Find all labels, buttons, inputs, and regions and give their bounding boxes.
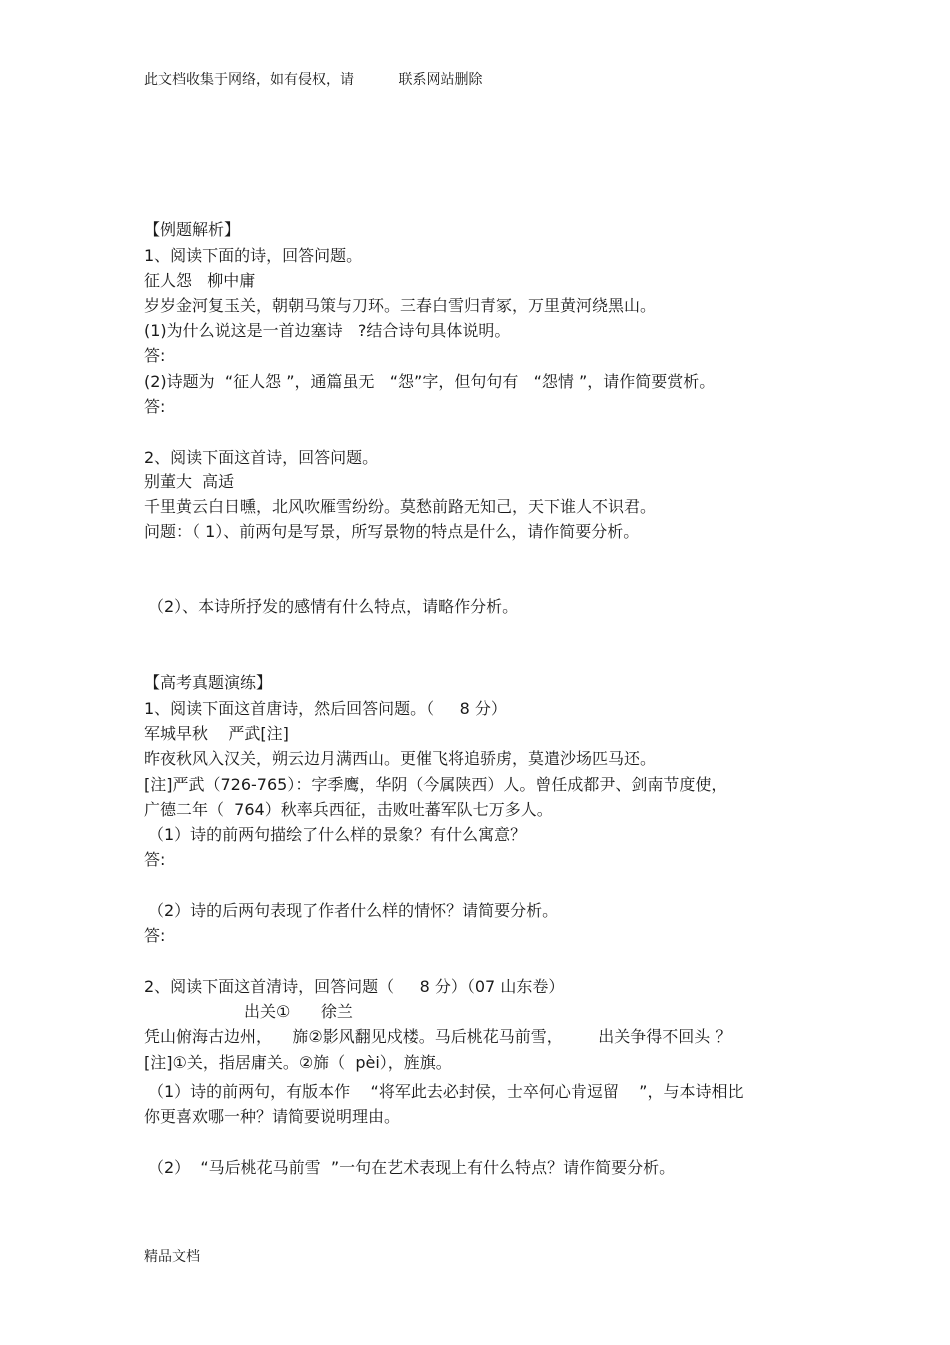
answer-label: 答:: [144, 397, 166, 416]
page-footer: 精品文档: [144, 1249, 200, 1265]
question-prompt: 1、阅读下面的诗，回答问题。: [144, 246, 363, 265]
page-header: 此文档收集于网络，如有侵权，请 联系网站删除: [144, 72, 483, 88]
sub-question: (1)为什么说这是一首边塞诗 ?结合诗句具体说明。: [144, 321, 511, 340]
answer-label: 答:: [144, 926, 166, 945]
sub-question: （1）诗的前两句描绘了什么样的景象？有什么寓意？: [148, 825, 527, 844]
poem-title: 军城早秋 严武[注]: [144, 724, 289, 743]
poem-text: 凭山俯海古边州， 旆②影风翻见戍楼。马后桃花马前雪， 出关争得不回头 ？: [144, 1027, 732, 1046]
section-heading-examples: 【例题解析】: [144, 220, 241, 239]
poem-title: 出关① 徐兰: [244, 1002, 353, 1021]
section-heading-exam-practice: 【高考真题演练】: [144, 673, 273, 692]
answer-label: 答:: [144, 850, 166, 869]
sub-question: （2）诗的后两句表现了作者什么样的情怀？请简要分析。: [148, 901, 559, 920]
sub-question: （1）诗的前两句，有版本作 “将军此去必封侯，士卒何心肯逗留 ”，与本诗相比: [148, 1082, 744, 1101]
poem-note: [注]严武（726-765）：字季鹰，华阴（今属陕西）人。曾任成都尹、剑南节度使，: [144, 775, 728, 794]
sub-question: 问题：（ 1）、前两句是写景，所写景物的特点是什么，请作简要分析。: [144, 522, 640, 541]
sub-question: （2）、本诗所抒发的感情有什么特点，请略作分析。: [148, 597, 519, 616]
question-prompt: 1、阅读下面这首唐诗，然后回答问题。（ 8 分）: [144, 699, 507, 718]
poem-text: 千里黄云白日曛，北风吹雁雪纷纷。莫愁前路无知己，天下谁人不识君。: [144, 497, 657, 516]
sub-question: (2)诗题为 “征人怨 ”，通篇虽无 “怨”字，但句句有 “怨情 ”，请作简要赏析。: [144, 372, 716, 391]
poem-text: 岁岁金河复玉关，朝朝马策与刀环。三春白雪归青冢，万里黄河绕黑山。: [144, 296, 657, 315]
poem-title: 别董大 高适: [144, 472, 235, 491]
answer-label: 答:: [144, 346, 166, 365]
sub-question: （2） “马后桃花马前雪 ”一句在艺术表现上有什么特点？请作简要分析。: [148, 1158, 676, 1177]
question-prompt: 2、阅读下面这首清诗，回答问题（ 8 分）（07 山东卷）: [144, 977, 565, 996]
poem-note: [注]①关，指居庸关。②旆（ pèi），旌旗。: [144, 1053, 452, 1072]
poem-note: 广德二年（ 764）秋率兵西征，击败吐蕃军队七万多人。: [144, 800, 553, 819]
poem-title: 征人怨 柳中庸: [144, 271, 256, 290]
sub-question-continuation: 你更喜欢哪一种？请简要说明理由。: [144, 1107, 401, 1126]
question-prompt: 2、阅读下面这首诗，回答问题。: [144, 448, 379, 467]
poem-text: 昨夜秋风入汉关，朔云边月满西山。更催飞将追骄虏，莫遣沙场匹马还。: [144, 749, 657, 768]
